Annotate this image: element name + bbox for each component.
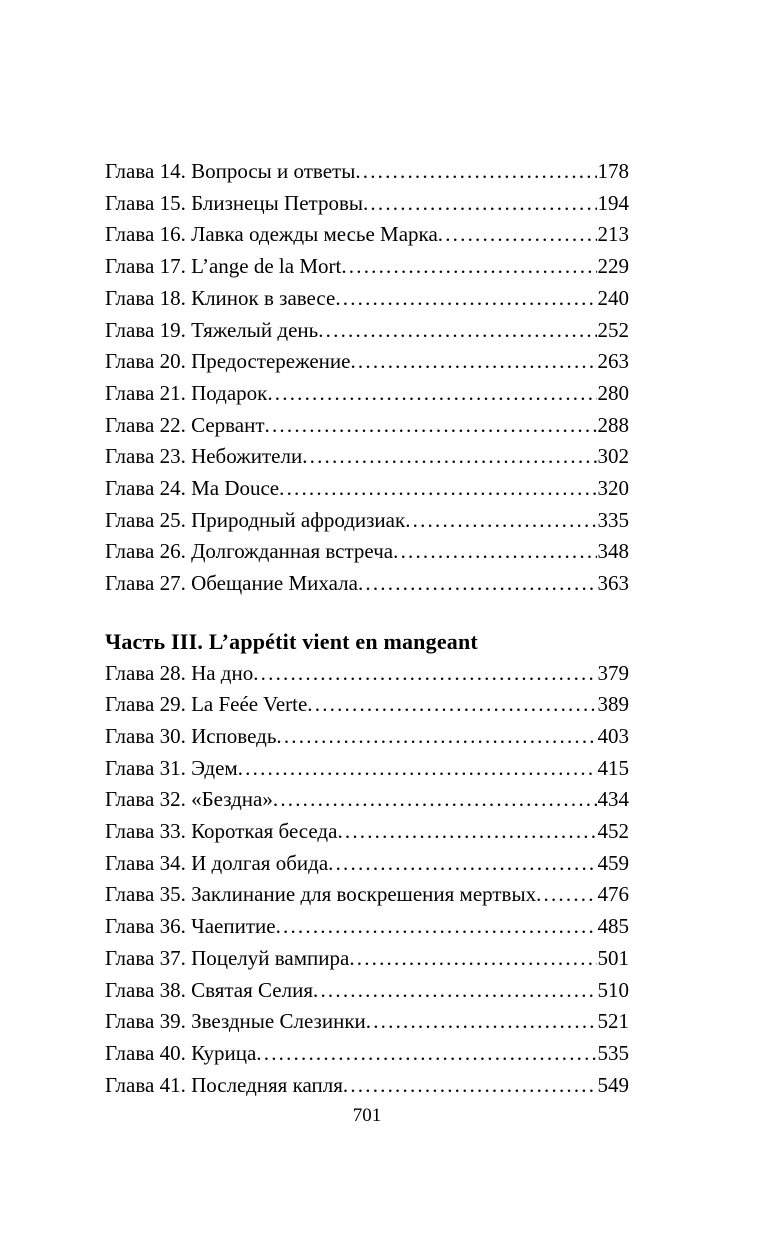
toc-entry-page: 178 [597,159,629,183]
toc-entry-title: Глава 24. Ma Douce [105,476,280,501]
toc-entry-page: 240 [597,285,629,310]
toc-entry-page: 320 [597,476,629,501]
toc-dot-leader [273,784,597,816]
toc-entry-title: Глава 16. Лавка одежды месье Марка [105,222,438,247]
toc-entry-title: Глава 14. Вопросы и ответы [105,159,356,183]
toc-entry-title: Глава 33. Короткая беседа [105,819,338,844]
toc-dot-leader [363,188,597,220]
toc-entry-page: 510 [597,977,629,1002]
toc-entry-page: 389 [597,692,629,717]
toc-entry [105,251,629,283]
toc-entry-page: 229 [597,254,629,279]
toc-entry-page: 302 [597,444,629,469]
toc-entry [105,848,629,880]
toc-dot-leader [355,156,596,188]
toc-entry-page: 485 [597,914,629,939]
toc-dot-leader [405,505,596,537]
toc-dot-leader [265,410,597,442]
toc-dot-leader [302,441,596,473]
toc-entry-page: 415 [597,755,629,780]
toc-dot-leader [337,816,596,848]
toc-entry-page: 549 [597,1072,629,1097]
toc-entry [105,346,629,378]
toc-entry-title: Глава 15. Близнецы Петровы [105,190,363,215]
toc-entry [105,1070,629,1102]
toc-dot-leader [279,473,596,505]
toc-entry-title: Глава 30. Исповедь [105,723,277,748]
toc-entry-title: Глава 22. Сервант [105,412,265,437]
toc-entry-page: 263 [597,349,629,374]
page-number: 701 [352,1105,382,1126]
toc-entry [105,505,629,537]
toc-dot-leader [366,1006,597,1038]
toc-entry-title: Глава 35. Заклинание для воскрешения мертвых [105,882,537,907]
toc-entry [105,689,629,721]
toc-entry [105,721,629,753]
toc-entry-title: Глава 17. L’ange de la Mort [105,254,342,279]
toc-entry-page: 213 [597,222,629,247]
toc-dot-leader [335,283,596,315]
toc-entry [105,753,629,785]
toc-entry-page: 335 [597,507,629,532]
toc-entry-page: 194 [597,190,629,215]
toc-dot-leader [328,848,596,880]
toc-entry-page: 348 [597,539,629,564]
toc-entry-title: Глава 25. Природный афродизиак [105,507,406,532]
toc-entry [105,1006,629,1038]
toc-dot-leader [341,251,596,283]
toc-entry [105,911,629,943]
toc-entry [105,943,629,975]
toc-entry [105,816,629,848]
toc-entry-page: 535 [597,1040,629,1065]
toc-entry-title: Глава 37. Поцелуй вампира [105,945,350,970]
toc-entry-title: Глава 31. Эдем [105,755,238,780]
toc-entry-page: 363 [597,571,629,596]
toc-entry-page: 452 [597,819,629,844]
toc-entry [105,975,629,1007]
toc-entry [105,156,629,188]
toc-entry-title: Глава 34. И долгая обида [105,850,329,875]
toc-entry-title: Глава 19. Тяжелый день [105,317,319,342]
page-footer [105,1105,629,1127]
toc-entry-title: Глава 41. Последняя капля [105,1072,343,1097]
toc-entry-page: 252 [597,317,629,342]
toc-entry [105,568,629,600]
toc-entry [105,784,629,816]
toc-entry [105,1038,629,1070]
toc-entry-page: 459 [597,850,629,875]
toc-entry-page: 288 [597,412,629,437]
table-of-contents [105,156,629,1101]
toc-entry [105,315,629,347]
toc-entry-page: 476 [597,882,629,907]
toc-entry-page: 501 [597,945,629,970]
toc-entry-title: Глава 29. La Feée Verte [105,692,308,717]
toc-dot-leader [238,753,597,785]
toc-dot-leader [343,1070,597,1102]
toc-dot-leader [318,315,596,347]
toc-entry [105,188,629,220]
toc-entry [105,283,629,315]
toc-entry-page: 521 [597,1009,629,1034]
toc-dot-leader [276,721,596,753]
toc-entry-page: 379 [597,660,629,685]
toc-dot-leader [393,536,596,568]
toc-entry [105,536,629,568]
toc-dot-leader [438,219,597,251]
toc-entry [105,879,629,911]
toc-entry-title: Глава 40. Курица [105,1040,257,1065]
toc-entry-title: Глава 38. Святая Селия [105,977,314,1002]
toc-entry [105,658,629,690]
toc-entry [105,441,629,473]
toc-dot-leader [276,911,597,943]
toc-entry-title: Глава 39. Звездные Слезинки [105,1009,366,1034]
toc-entry-title: Глава 18. Клинок в завесе [105,285,336,310]
toc-entry [105,378,629,410]
toc-entry-title: Глава 21. Подарок [105,380,268,405]
toc-entry-page: 434 [597,787,629,812]
toc-entry-title: Глава 32. «Бездна» [105,787,273,812]
toc-entry [105,219,629,251]
toc-entry-title: Глава 23. Небожители [105,444,303,469]
toc-dot-leader [256,1038,596,1070]
toc-dot-leader [307,689,596,721]
toc-dot-leader [349,943,596,975]
toc-dot-leader [350,346,596,378]
toc-entry-title: Глава 20. Предостережение [105,349,351,374]
toc-dot-leader [358,568,597,600]
toc-dot-leader [267,378,596,410]
toc-dot-leader [253,658,596,690]
part-heading: Часть III. L’appétit vient en mangeant [105,628,478,654]
toc-entry-page: 403 [597,723,629,748]
toc-entry [105,410,629,442]
toc-entry-title: Глава 27. Обещание Михала [105,571,358,596]
toc-entry-page: 280 [597,380,629,405]
toc-dot-leader [536,879,596,911]
toc-dot-leader [313,975,596,1007]
toc-entry-title: Глава 36. Чаепитие [105,914,276,939]
toc-entry [105,473,629,505]
toc-entry-title: Глава 28. На дно [105,660,254,685]
toc-entry-title: Глава 26. Долгожданная встреча [105,539,394,564]
